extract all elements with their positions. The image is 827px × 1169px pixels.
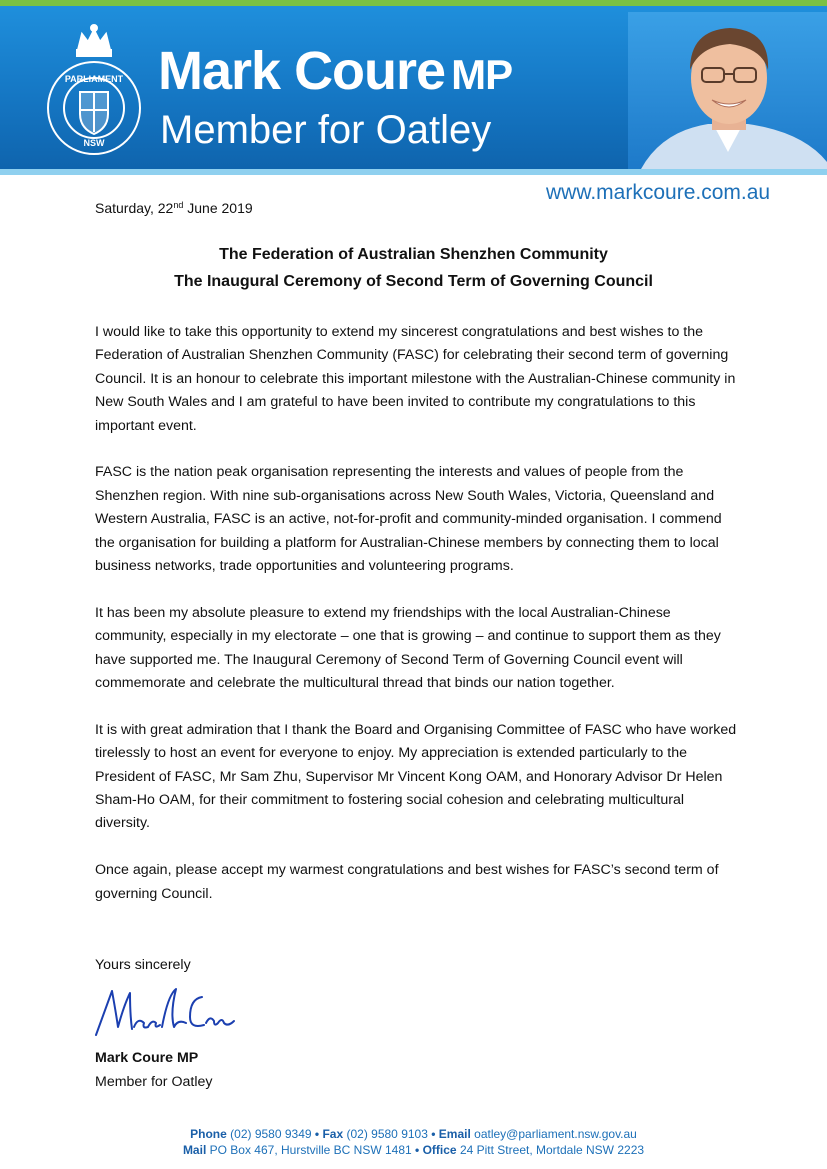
date-month-year: June 2019 bbox=[183, 200, 253, 216]
phone-label: Phone bbox=[190, 1127, 227, 1141]
signatory-name: Mark Coure MP bbox=[95, 1050, 199, 1066]
mp-role: Member for Oatley bbox=[160, 108, 492, 152]
office-address: 24 Pitt Street, Mortdale NSW 2223 bbox=[459, 1143, 645, 1157]
separator-dot: • bbox=[415, 1143, 420, 1157]
banner-bottom-stripe bbox=[0, 169, 827, 175]
paragraph-5: Once again, please accept my warmest congratulations and best wishes for FASC’s second term of governing Council. bbox=[95, 862, 719, 902]
footer-contact-line bbox=[0, 1127, 827, 1141]
date-day: Saturday, 22 bbox=[95, 200, 174, 216]
closing-salutation: Yours sincerely bbox=[95, 957, 191, 973]
separator-dot: • bbox=[431, 1127, 436, 1141]
phone-number[interactable]: (02) 9580 9349 bbox=[230, 1127, 312, 1141]
fax-label: Fax bbox=[322, 1127, 344, 1141]
email-label: Email bbox=[438, 1127, 471, 1141]
handwritten-signature-icon bbox=[90, 983, 240, 1043]
letter-title-line-1: The Federation of Australian Shenzhen Community bbox=[219, 246, 608, 263]
parliament-crest-icon bbox=[44, 20, 144, 158]
website-url[interactable]: www.markcoure.com.au bbox=[546, 181, 771, 204]
paragraph-1: I would like to take this opportunity to extend my sincerest congratulations and best wishes to the Federation of Australian Shenzhen Community (FASC) for celebrating their second term of governing Council. It is an honour to celebrate this important milestone with the Australian-Chinese community in New South Wales and I am grateful to have been invited to contribute my congratulations to this important event. bbox=[95, 324, 736, 434]
fax-number: (02) 9580 9103 bbox=[346, 1127, 428, 1141]
mail-address: PO Box 467, Hurstville BC NSW 1481 bbox=[209, 1143, 412, 1157]
email-address[interactable]: oatley@parliament.nsw.gov.au bbox=[474, 1127, 637, 1141]
crest-text-top: PARLIAMENT bbox=[64, 74, 124, 84]
signatory-title: Member for Oatley bbox=[95, 1074, 213, 1090]
footer-address-line bbox=[0, 1143, 827, 1157]
letter-title-line-2: The Inaugural Ceremony of Second Term of Governing Council bbox=[174, 273, 653, 290]
paragraph-4: It is with great admiration that I thank the Board and Organising Committee of FASC who have worked tirelessly to host an event for everyone to enjoy. My appreciation is extended particularly to the President of FASC, Mr Sam Zhu, Supervisor Mr Vincent Kong OAM, and Honorary Advisor Dr Helen Sham-Ho OAM, for their commitment to fostering social cohesion and celebrating multicultural diversity. bbox=[95, 721, 737, 832]
mail-label: Mail bbox=[182, 1143, 207, 1157]
crest-text-bottom: NSW bbox=[83, 138, 105, 148]
portrait-photo-icon bbox=[628, 12, 827, 169]
letter-body bbox=[95, 321, 737, 929]
paragraph-3: It has been my absolute pleasure to extend my friendships with the local Australian-Chinese community, especially in my electorate – one that is growing – and continue to support them as they have supported me. The Inaugural Ceremony of Second Term of Governing Council event will commemorate and celebrate the multicultural thread that binds our nation together. bbox=[95, 604, 721, 692]
mp-name bbox=[158, 41, 513, 101]
letterhead-banner bbox=[0, 6, 827, 169]
paragraph-2: FASC is the nation peak organisation representing the interests and values of people from the Shenzhen region. With nine sub-organisations across New South Wales, Victoria, Queensland and Western Australia, FASC is an active, not-for-profit and community-minded organisation. I commend the organisation for building a platform for Australian-Chinese members by connecting them to local business networks, trade opportunities and volunteering programs. bbox=[95, 464, 722, 575]
mp-suffix: MP bbox=[451, 51, 513, 98]
date-suffix-sup: nd bbox=[173, 200, 184, 210]
office-label: Office bbox=[422, 1143, 457, 1157]
separator-dot: • bbox=[314, 1127, 320, 1141]
mp-name-text: Mark Coure bbox=[158, 41, 446, 101]
letter-date bbox=[95, 200, 253, 216]
